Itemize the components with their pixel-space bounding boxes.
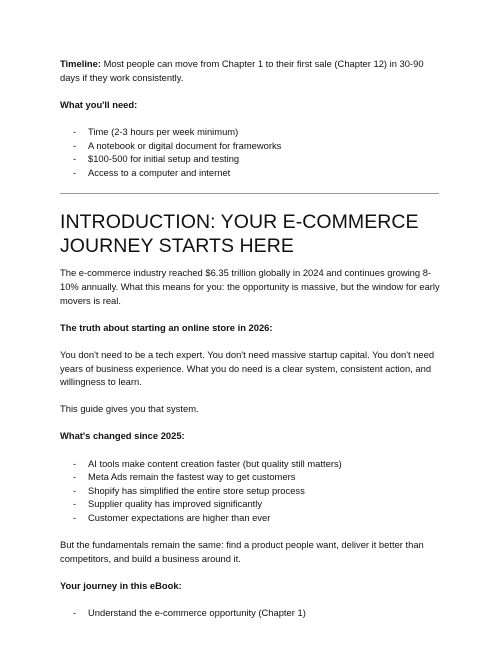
list-item: - Access to a computer and internet <box>73 166 231 178</box>
list-item: - AI tools make content creation faster (but quality still matters) <box>73 457 342 469</box>
dash-bullet: - <box>73 139 77 151</box>
dash-bullet: - <box>73 166 77 178</box>
system-paragraph: This guide gives you that system. <box>60 403 199 415</box>
timeline-paragraph <box>60 57 445 84</box>
changed-list <box>60 457 445 525</box>
list-item: - Meta Ads remain the fastest way to get customers <box>73 471 296 483</box>
list-item: - Supplier quality has improved significantly <box>73 498 263 510</box>
dash-bullet: - <box>73 125 77 137</box>
dash-bullet: - <box>73 484 77 496</box>
truth-paragraph: You don't need to be a tech expert. You don't need massive startup capital. You don't need years of business experience. What you do need is a clear system, consistent action, and willingness to learn. <box>60 348 435 388</box>
timeline-text: Most people can move from Chapter 1 to their first sale (Chapter 12) in 30-90 days if they work consistently. <box>60 58 424 83</box>
timeline-label: Timeline: <box>60 58 101 69</box>
section-divider <box>60 193 439 194</box>
journey-list <box>60 606 445 620</box>
fundamentals-paragraph: But the fundamentals remain the same: find a product people want, deliver it better than competitors, and build a business around it. <box>60 539 424 564</box>
document-page <box>60 57 445 633</box>
needs-heading: What you'll need: <box>60 98 138 110</box>
introduction-title: INTRODUCTION: YOUR E-COMMERCE JOURNEY STARTS HERE <box>60 211 419 258</box>
dash-bullet: - <box>73 607 77 619</box>
intro-paragraph: The e-commerce industry reached $6.35 trillion globally in 2024 and continues growing 8-10% annually. What this means for you: the opportunity is massive, but the window for early movers is real. <box>60 267 440 306</box>
needs-list <box>60 125 445 179</box>
dash-bullet: - <box>73 498 77 510</box>
list-item: - Understand the e-commerce opportunity (Chapter 1) <box>73 607 306 619</box>
dash-bullet: - <box>73 471 77 483</box>
dash-bullet: - <box>73 512 77 524</box>
truth-heading: The truth about starting an online store in 2026: <box>60 321 273 333</box>
journey-heading: Your journey in this eBook: <box>60 580 182 591</box>
list-item: - Shopify has simplified the entire store setup process <box>73 484 305 496</box>
changed-heading: What's changed since 2025: <box>60 430 185 442</box>
list-item: - $100-500 for initial setup and testing <box>73 153 240 165</box>
list-item: - A notebook or digital document for frameworks <box>73 139 282 151</box>
dash-bullet: - <box>73 153 77 165</box>
dash-bullet: - <box>73 457 77 469</box>
list-item: - Customer expectations are higher than ever <box>73 512 271 524</box>
list-item: - Time (2-3 hours per week minimum) <box>73 125 239 137</box>
